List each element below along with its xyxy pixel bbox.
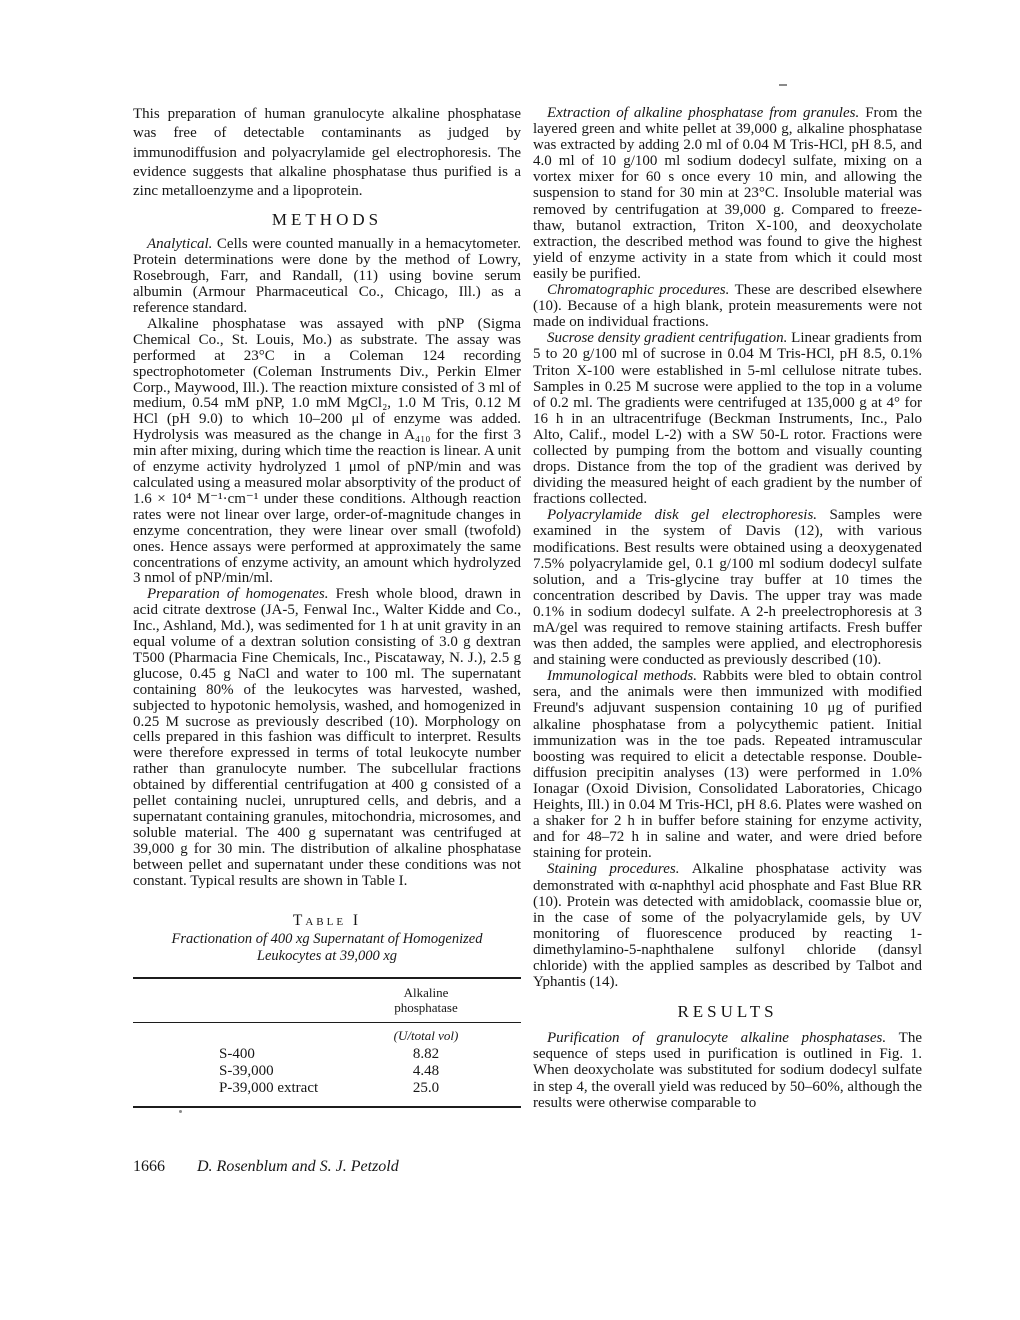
- row-label: S-39,000: [219, 1062, 274, 1079]
- paragraph-lead: Analytical.: [147, 236, 213, 253]
- paragraph-text: Fresh whole blood, drawn in acid citrate dextrose (JA-5, Fenwal Inc., Walter Kidde and Co., Inc., Ashland, Md.), was sedimented for 1 h at unit gravity in an equal volume of a dextran solution consisting of 3.0 g dextran T500 (Pharmacia Fine Chemicals, Inc., Piscataway, N. J.), 2.5 g glucose, 0.45 g NaCl and water to 100 ml. The supernatant containing 80% of the leukocytes was harvested, washed, subjected to hypotonic hemolysis, washed, and homogenized in 0.25 M sucrose as previously described (10). Morphology on cells prepared in this fashion was difficult to interpret. Results were therefore expressed in terms of total leukocyte number rather than granulocyte number. The subcellular fractions obtained by differential centrifugation at 400 g consisted of a pellet containing nuclei, unruptured cells, and debris, and a supernatant containing granules, mitochondria, microsomes, and soluble material. The 400 g supernatant was centrifuged at 39,000 g for 30 min. The distribution of alkaline phosphatase between pellet and supernatant under these conditions was not constant. Typical results are shown in Table I.: [133, 586, 522, 889]
- scan-artifact-dash: [779, 84, 787, 86]
- table-unit-header: (U/total vol): [393, 1027, 459, 1043]
- assay-paragraph: [133, 317, 521, 587]
- table-row: [133, 1063, 521, 1080]
- immunological-paragraph: [533, 668, 922, 861]
- paragraph-text: Alkaline phosphatase was assayed with pNP (Sigma Chemical Co., St. Louis, Mo.) as substrate. The assay was performed at 23°C in a Coleman 124 recording spectrophotometer (Coleman Instruments Div., Perkin Elmer Corp., Maywood, Ill.). The reaction mixture consisted of 3 ml of medium, 0.54 mM pNP, 1.0 mM MgCl₂, 1.0 M Tris, 0.12 M HCl (pH 9.0) to which 10–200 μl of enzyme was added. Hydrolysis was measured as the change in A₄₁₀ for the first 3 min after mixing, during which time the reaction is linear. A unit of enzyme activity hydrolyzed 1 μmol of pNP/min and was calculated using a measured molar absorptivity of the product of 1.6 × 10⁴ M⁻¹·cm⁻¹ under these conditions. Although reaction rates were not linear over large, order-of-magnitude changes in enzyme concentration, they were linear over small (twofold) ones. Hence assays were performed at approximately the same concentrations of enzyme activity, an amount which hydrolyzed 3 nmol of pNP/min/ml.: [133, 315, 521, 587]
- paragraph-text: Linear gradients from 5 to 20 g/100 ml of sucrose in 0.04 M Tris-HCl, pH 8.5, 0.1% Triton X-100 were established in 5-ml cellulose nitrate tubes. Samples in 0.25 M sucrose were applied to the top in a volume of 0.2 ml. The gradients were centrifuged at 135,000 g at 4° for 16 h in an ultracentrifuge (Beckman Instruments, Inc., Palo Alto, Calif., model L-2) with a SW 50-L rotor. Fractions were collected by pumping from the bottom and visually counting drops. Distance from the top of the gradient was derived by dividing the measured height of each gradient by the number of fractions collected.: [533, 330, 923, 508]
- table-caption-line2: Leukocytes at 39,000 xg: [256, 948, 398, 965]
- table-caption-label: Table I: [292, 911, 362, 929]
- extraction-paragraph: [533, 105, 922, 282]
- row-value: 8.82: [412, 1045, 440, 1062]
- row-value: 25.0: [412, 1079, 440, 1096]
- purification-paragraph: [533, 1030, 922, 1110]
- table-header-row: [133, 979, 521, 1022]
- preparation-paragraph: [133, 587, 521, 889]
- paragraph-text: Rabbits were bled to obtain control sera, and the animals were then immunized with modified Freund's adjuvant suspension containing 10 μg of purified alkaline phosphatase from a polycythemic patient. Initial immunization was in the toe pads. Repeated intramuscular boosting was required to elicit a detectable response. Double-diffusion precipitin analyses (13) were performed in 1.0% Ionagar (Oxoid Division, Consolidated Laboratories, Chicago Heights, Ill.) in 0.04 M Tris-HCl, pH 8.6. Plates were washed on a shaker for 2 h in buffer before staining for enzyme activity, and for 48–72 h in saline and water, and were dried before staining for protein.: [533, 668, 923, 862]
- paragraph-text: Alkaline phosphatase activity was demonstrated with α-naphthyl acid phosphate and Fast Blue RR (10). Protein was detected with amidoblack, coomassie blue or, in the case of some of the polyacrylamide gels, by UV monitoring of fluorescence produced by reacting 1-dimethylamino-5-naphthalene sulfonyl chloride (dansyl chloride) with the applied samples as described by Talbot and Yphantis (14).: [533, 861, 923, 991]
- scan-artifact-dot: [179, 1110, 182, 1113]
- paragraph-text: These are described elsewhere (10). Because of a high blank, protein measurements were not made on individual fractions.: [533, 282, 923, 331]
- paragraph-lead: Extraction of alkaline phosphatase from granules.: [547, 105, 860, 121]
- sucrose-gradient-paragraph: [533, 330, 922, 507]
- paragraph-text: This preparation of human granulocyte alkaline phosphatase was free of detectable contaminants as judged by immunodiffusion and polyacrylamide gel electrophoresis. The evidence suggests that alkaline phosphatase thus purified is a zinc metalloenzyme and a lipoprotein.: [133, 106, 521, 200]
- table-rule-bottom: [133, 1106, 521, 1108]
- paragraph-lead: Preparation of homogenates.: [147, 586, 329, 603]
- staining-paragraph: [533, 861, 922, 990]
- row-label: S-400: [219, 1045, 255, 1062]
- table-caption-line1: Fractionation of 400 xg Supernatant of Homogenized: [171, 930, 483, 947]
- table-unit-spacer: [133, 1028, 351, 1043]
- paragraph-lead: Polyacrylamide disk gel electrophoresis.: [547, 507, 818, 524]
- paragraph-lead: Purification of granulocyte alkaline phosphatases.: [547, 1030, 887, 1047]
- page-number: 1666: [133, 1158, 165, 1175]
- table-column-header-line2: phosphatase: [394, 999, 458, 1015]
- table-header-spacer: [133, 985, 351, 1015]
- row-label: P-39,000 extract: [219, 1079, 319, 1096]
- table-1: [133, 912, 521, 1109]
- table-column-header-line1: Alkaline: [403, 984, 449, 1000]
- disk-gel-paragraph: [533, 507, 922, 668]
- methods-heading: METHODS: [271, 210, 383, 230]
- table-column-header: [351, 985, 501, 1015]
- page-footer: [133, 1158, 521, 1176]
- running-authors: D. Rosenblum and S. J. Petzold: [197, 1158, 399, 1175]
- paragraph-text: The sequence of steps used in purification is outlined in Fig. 1. When deoxycholate was substituted for sodium dodecyl sulfate in step 4, the overall yield was reduced by 50–60%, although the results were otherwise comparable to: [533, 1030, 922, 1111]
- table-row: [133, 1080, 521, 1097]
- table-row: [133, 1046, 521, 1063]
- paragraph-text: From the layered green and white pellet at 39,000 g, alkaline phosphatase was extracted by adding 2.0 ml of 0.04 M Tris-HCl, pH 8.5, and 4.0 ml of 10 g/100 ml sodium dodecyl sulfate, mixing on a vortex mixer for 60 s once every 10 min, and allowing the suspension to stand for 30 min at 23°C. Insoluble material was removed by centrifugation at 39,000 g. Compared to freeze-thaw, butanol extraction, Triton X-100, and deoxycholate extraction, the described method was found to give the highest yield of enzyme activity in a state from which it could most easily be purified.: [533, 105, 922, 282]
- paragraph-text: Samples were examined in the system of Davis (12), with various modifications. Best results were obtained using a deoxygenated 7.5% polyacrylamide gel, 0.1 g/100 ml sodium dodecyl sulfate solution, and a Tris-glycine tray buffer at 10 times the concentration described by Davis. The upper tray was made 0.1% in sodium dodecyl sulfate. A 2-h preelectrophoresis at 3 mA/gel was required to remove staining artifacts. Fresh buffer was then added, the samples were applied, and electrophoresis and staining were conducted as previously described (10).: [533, 507, 923, 669]
- right-column: [533, 105, 922, 1111]
- paragraph-lead: Chromatographic procedures.: [547, 282, 730, 299]
- paragraph-lead: Sucrose density gradient centrifugation.: [547, 330, 788, 347]
- table-unit-row: [133, 1023, 521, 1046]
- paragraph-lead: Immunological methods.: [547, 668, 697, 685]
- chromatographic-paragraph: [533, 282, 922, 330]
- results-heading: RESULTS: [677, 1002, 778, 1022]
- paragraph-text: Cells were counted manually in a hemacytometer. Protein determinations were done by the method of Lowry, Rosebrough, Farr, and Randall, (11) using bovine serum albumin (Armour Pharmaceutical Co., Chicago, Ill.) as a reference standard.: [133, 236, 521, 317]
- row-value: 4.48: [412, 1062, 440, 1079]
- left-column: [133, 105, 521, 1108]
- intro-paragraph: [133, 105, 521, 201]
- analytical-paragraph: [133, 237, 521, 317]
- paragraph-lead: Staining procedures.: [547, 861, 680, 878]
